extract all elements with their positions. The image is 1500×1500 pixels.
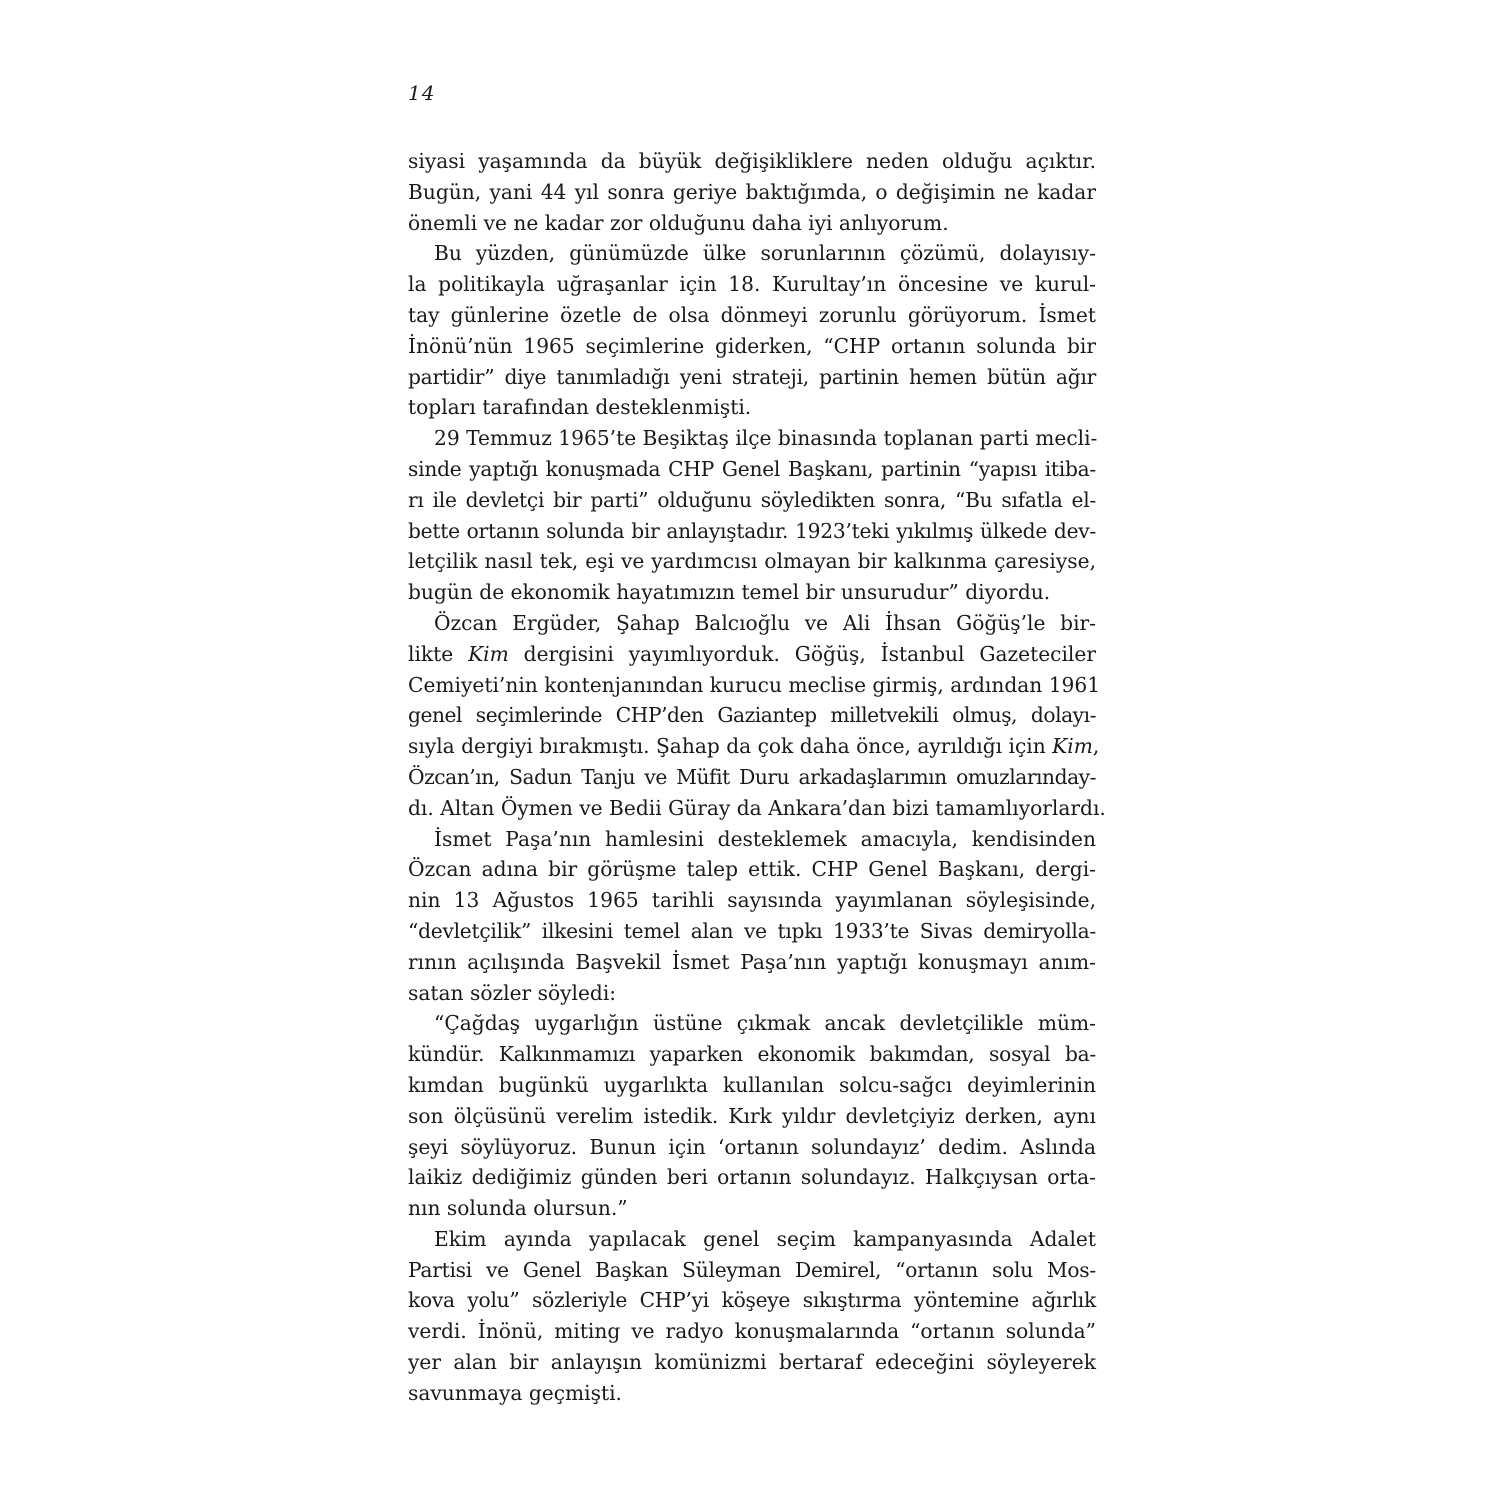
text-line: yer alan bir anlayışın komünizmi bertaraf edeceğini söyleyerek [408, 1350, 1096, 1375]
text-line: Özcan’ın, Sadun Tanju ve Müfit Duru arkadaşlarımın omuzlarınday- [408, 764, 1096, 789]
text-line: kündür. Kalkınmamızı yaparken ekonomik bakımdan, sosyal ba- [408, 1042, 1096, 1067]
italic-title: Kim [468, 641, 509, 666]
text-line: son ölçüsünü verelim istedik. Kırk yıldır devletçiyiz derken, aynı [408, 1103, 1096, 1128]
text-line: rının açılışında Başvekil İsmet Paşa’nın yaptığı konuşmayı anım- [408, 949, 1096, 974]
body-text [408, 146, 1106, 1409]
text-segment: sıyla dergiyi bırakmıştı. Şahap da çok daha önce, ayrıldığı için [408, 734, 1053, 759]
text-line: letçilik nasıl tek, eşi ve yardımcısı olmayan bir kalkınma çaresiyse, [408, 549, 1096, 574]
text-line: savunmaya geçmişti. [408, 1380, 622, 1405]
paragraph [408, 824, 1096, 1009]
text-line: dı. Altan Öymen ve Bedii Güray da Ankara’dan bizi tamamlıyorlardı. [408, 795, 1106, 820]
text-line: satan sözler söyledi: [408, 980, 617, 1005]
text-line: rı ile devletçi bir parti” olduğunu söyledikten sonra, “Bu sıfatla el- [408, 487, 1096, 512]
text-segment: , [1092, 734, 1100, 759]
text-line: İnönü’nün 1965 seçimlerine giderken, “CHP ortanın solunda bir [408, 333, 1096, 358]
text-line: laikiz dediğimiz günden beri ortanın solundayız. Halkçıysan orta- [408, 1165, 1096, 1190]
text-line: bette ortanın solunda bir anlayıştadır. 1923’teki yıkılmış ülkede dev- [408, 518, 1096, 543]
text-line: Özcan Ergüder, Şahap Balcıoğlu ve Ali İhsan Göğüş’le bir- [434, 610, 1096, 635]
text-line [408, 639, 1096, 670]
text-line: önemli ve ne kadar zor olduğunu daha iyi anlıyorum. [408, 210, 949, 235]
paragraph [408, 608, 1106, 824]
text-line: nın solunda olursun.” [408, 1196, 628, 1221]
paragraph [408, 1224, 1096, 1409]
text-line: şeyi söylüyoruz. Bunun için ‘ortanın solundayız’ dedim. Aslında [408, 1134, 1096, 1159]
paragraph [408, 1008, 1096, 1224]
book-page [408, 78, 1106, 1409]
text-line: Bugün, yani 44 yıl sonra geriye baktığımda, o değişimin ne kadar [408, 179, 1096, 204]
text-line: Ekim ayında yapılacak genel seçim kampanyasında Adalet [434, 1226, 1096, 1251]
text-line: nin 13 Ağustos 1965 tarihli sayısında yayımlanan söyleşisinde, [408, 888, 1096, 913]
page-number: 14 [408, 81, 436, 105]
text-line: “devletçilik” ilkesini temel alan ve tıpkı 1933’te Sivas demiryolla- [408, 918, 1096, 943]
text-line: siyasi yaşamında da büyük değişikliklere neden olduğu açıktır. [408, 149, 1096, 173]
text-line: partidir” diye tanımladığı yeni strateji, partinin hemen bütün ağır [408, 364, 1096, 389]
text-line: “Çağdaş uygarlığın üstüne çıkmak ancak devletçilikle müm- [434, 1011, 1096, 1036]
paragraph [408, 238, 1096, 423]
text-line: la politikayla uğraşanlar için 18. Kurultay’ın öncesine ve kurul- [408, 272, 1096, 297]
text-line: verdi. İnönü, miting ve radyo konuşmalarında “ortanın solunda” [408, 1319, 1096, 1344]
text-segment: dergisini yayımlıyorduk. Göğüş, İstanbul Gazeteciler [508, 641, 1096, 666]
text-line: Partisi ve Genel Başkan Süleyman Demirel, “ortanın solu Mos- [408, 1257, 1096, 1282]
text-line: Bu yüzden, günümüzde ülke sorunlarının çözümü, dolayısıy- [434, 241, 1096, 266]
text-line: topları tarafından desteklenmişti. [408, 395, 752, 420]
text-line: genel seçimlerinde CHP’den Gaziantep milletvekili olmuş, dolayı- [408, 703, 1096, 728]
text-line: 29 Temmuz 1965’te Beşiktaş ilçe binasında toplanan parti mecli- [434, 426, 1098, 451]
text-line [408, 731, 1100, 762]
italic-title: Kim [1052, 734, 1093, 759]
paragraph [408, 423, 1096, 608]
text-line: sinde yaptığı konuşmada CHP Genel Başkanı, partinin “yapısı itiba- [408, 456, 1096, 481]
text-line: bugün de ekonomik hayatımızın temel bir unsurudur” diyordu. [408, 580, 1051, 605]
text-line: Cemiyeti’nin kontenjanından kurucu meclise girmiş, ardından 1961 [408, 672, 1101, 697]
text-line: kımdan bugünkü uygarlıkta kullanılan solcu-sağcı deyimlerinin [408, 1072, 1096, 1097]
text-line: Özcan adına bir görüşme talep ettik. CHP Genel Başkanı, dergi- [408, 857, 1096, 882]
paragraph [408, 146, 1096, 238]
text-segment: likte [408, 641, 469, 666]
text-line: İsmet Paşa’nın hamlesini desteklemek amacıyla, kendisinden [434, 826, 1096, 851]
text-line: kova yolu” sözleriyle CHP’yi köşeye sıkıştırma yöntemine ağırlık [408, 1288, 1096, 1313]
text-line: tay günlerine özetle de olsa dönmeyi zorunlu görüyorum. İsmet [408, 302, 1096, 327]
